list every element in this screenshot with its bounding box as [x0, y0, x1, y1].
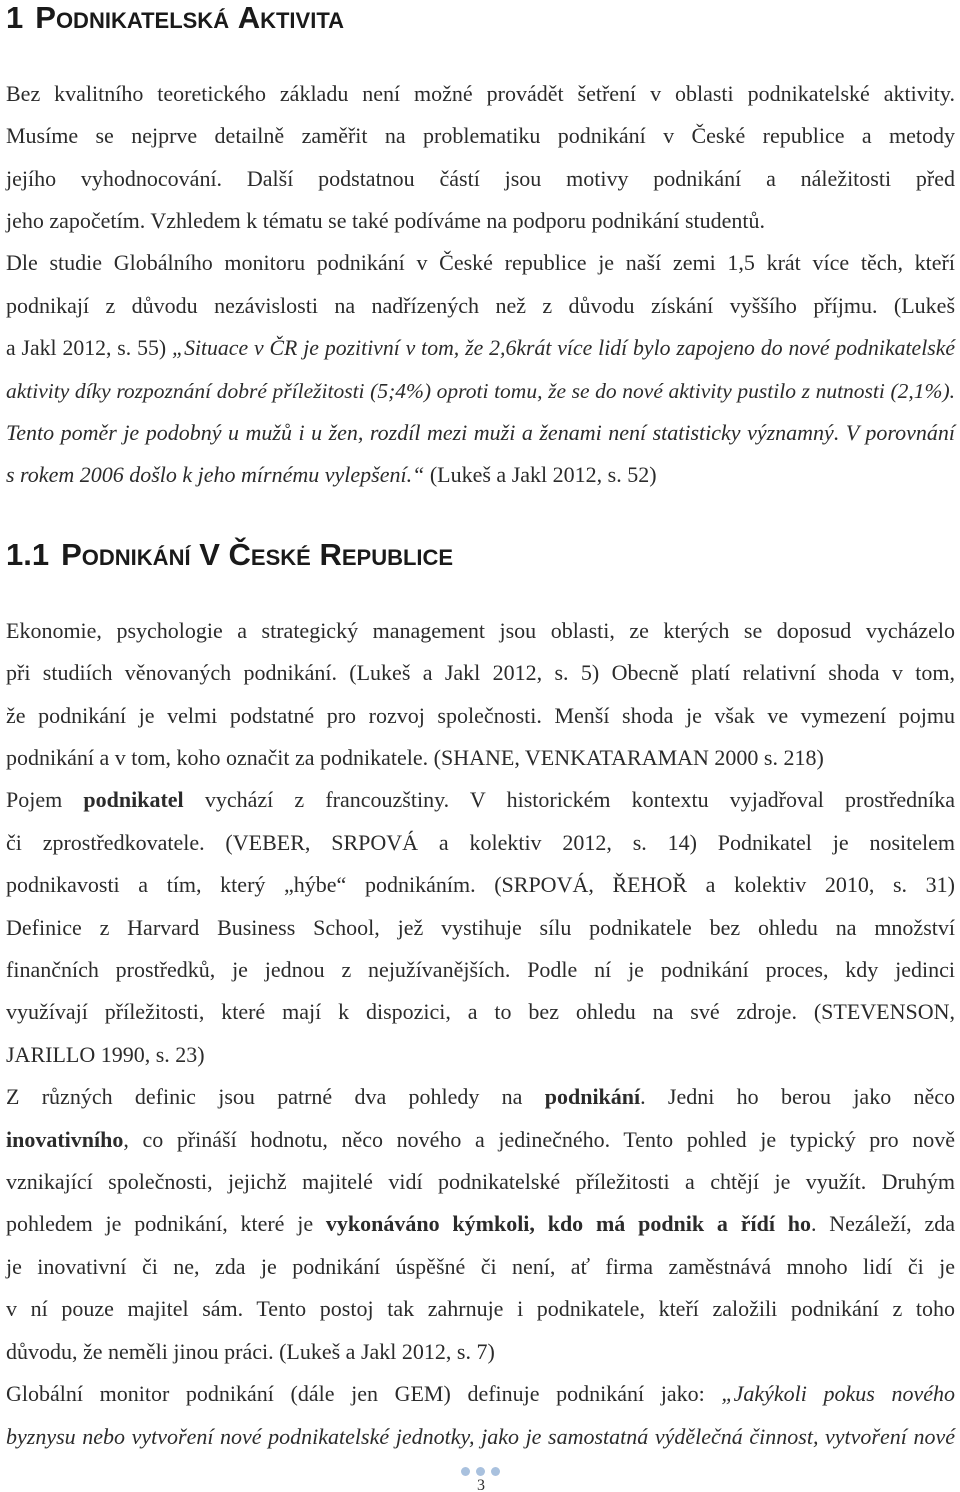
- text-run: Z různých definic jsou patrné dva pohledy na: [6, 1084, 545, 1110]
- bold-term: inovativního: [6, 1126, 124, 1152]
- paragraph-gem-study: [6, 242, 955, 496]
- text-line: [6, 695, 955, 737]
- text-run: Definice z Harvard Business School, jež vystihuje sílu podnikatele bez ohledu na množství: [6, 914, 955, 940]
- text-line: [6, 1416, 955, 1458]
- text-run: , co přináší hodnotu, něco nového a jedinečného. Tento pohled je typický pro nově: [123, 1126, 955, 1152]
- text-run: podnikání a v tom, koho označit za podnikatele. (SHANE, VENKATARAMAN 2000 s. 218): [6, 745, 824, 771]
- text-run: při studiích věnovaných podnikání. (Lukeš a Jakl 2012, s. 5) Obecně platí relativní shoda v tom,: [6, 660, 955, 686]
- text-run: JARILLO 1990, s. 23): [6, 1041, 205, 1067]
- text-run: Dle studie Globálního monitoru podnikání v České republice je naší zemi 1,5 krát více těch, kteří: [6, 250, 955, 276]
- text-run: a Jakl 2012, s. 55): [6, 336, 172, 361]
- text-run: využívají příležitosti, které mají k dispozici, a to bez ohledu na své zdroje. (STEVENSON,: [6, 999, 955, 1025]
- paragraph-gem-definition: [6, 1373, 955, 1458]
- page-number: 3: [477, 1477, 485, 1492]
- text-run: jejího vyhodnocování. Další podstatnou částí jsou motivy podnikání a náležitosti před: [6, 165, 955, 191]
- text-run: podnikají z důvodu nezávislosti na nadřízených než z důvodu získání vyššího příjmu. (Lukeš: [6, 292, 955, 318]
- chapter-body: [6, 73, 955, 497]
- section-title-word: podnikání: [61, 537, 191, 572]
- text-run: pohledem je podnikání, které je: [6, 1211, 326, 1237]
- italic-quote-text: s rokem 2006 došlo k jeho mírnému vylepšení.“: [6, 462, 425, 488]
- text-line: [6, 1246, 955, 1288]
- text-line: [6, 200, 955, 242]
- text-run: Bez kvalitního teoretického základu není možné provádět šetření v oblasti podnikatelské aktivity.: [6, 80, 955, 106]
- text-run: Globální monitor podnikání (dále jen GEM) definuje podnikání jako:: [6, 1381, 722, 1407]
- text-run: vznikající společnosti, jejichž majitelé vidí podnikatelské příležitosti a chtějí je využít. Druhým: [6, 1169, 955, 1195]
- text-run: finančních prostředků, je jednou z nejužívanějších. Podle ní je podnikání proces, kdy jedinci: [6, 957, 955, 983]
- chapter-number: 1: [6, 0, 24, 35]
- text-line: [6, 115, 955, 157]
- section-title-word: v: [199, 537, 220, 572]
- text-line: [6, 1331, 955, 1373]
- text-line: [6, 158, 955, 200]
- text-run: . Nezáleží, zda: [810, 1211, 955, 1237]
- paragraph-intro: [6, 73, 955, 243]
- text-line: [6, 1034, 955, 1076]
- text-line: [6, 242, 955, 284]
- chapter-heading: [6, 0, 344, 36]
- italic-quote-text: „Jakýkoli pokus nového: [721, 1381, 955, 1407]
- text-line: [6, 73, 955, 115]
- text-line: [6, 779, 955, 821]
- text-run: či zprostředkovatele. (VEBER, SRPOVÁ a kolektiv 2012, s. 14) Podnikatel je nositelem: [6, 829, 955, 855]
- paragraph-research-fields: [6, 610, 955, 780]
- text-run: v ní pouze majitel sám. Tento postoj tak zahrnuje i podnikatele, kteří založili podnikání z toho: [6, 1296, 955, 1322]
- text-line: [6, 610, 955, 652]
- text-run: Ekonomie, psychologie a strategický management jsou oblasti, ze kterých se doposud vycházelo: [6, 617, 955, 643]
- chapter-title-word: aktivita: [237, 0, 345, 35]
- italic-quote-text: byznysu nebo vytvoření nové podnikatelské jednotky, jako je samostatná výdělečná činnost, vytvoření nové: [6, 1423, 955, 1449]
- dot-icon: [491, 1467, 500, 1476]
- text-line: [6, 1203, 955, 1245]
- text-run: Pojem: [6, 787, 84, 813]
- text-run: jeho započetím. Vzhledem k tématu se také podíváme na podporu podnikání studentů.: [6, 208, 765, 234]
- text-run: podnikavosti a tím, který „hýbe“ podnikáním. (SRPOVÁ, ŘEHOŘ a kolektiv 2010, s. 31): [6, 872, 955, 898]
- dot-icon: [476, 1467, 485, 1476]
- text-run: . Jedni ho berou jako něco: [640, 1084, 956, 1110]
- text-run: důvodu, že neměli jinou práci. (Lukeš a Jakl 2012, s. 7): [6, 1338, 495, 1364]
- text-line: [6, 737, 955, 779]
- italic-quote-text: aktivity díky rozpoznání dobré příležitosti (5;4%) oproti tomu, že se do nové aktivity pustilo z nutnosti (2,1%).: [6, 378, 955, 403]
- section-title-word: republice: [319, 537, 454, 572]
- section-body: [6, 610, 955, 1458]
- paragraph-entrepreneur-term: [6, 779, 955, 1076]
- italic-quote-text: Tento poměr je podobný u mužů i u žen, rozdíl mezi muži a ženami není statisticky významný. V porovnání: [6, 420, 955, 446]
- text-line: [6, 370, 955, 412]
- text-line: [6, 991, 955, 1033]
- chapter-title-word: podnikatelská: [35, 0, 230, 35]
- text-run: je inovativní či ne, zda je podnikání úspěšné či není, ať firma zaměstnává mnoho lidí či je: [6, 1253, 955, 1279]
- dot-icon: [461, 1467, 470, 1476]
- text-line: [6, 1288, 955, 1330]
- section-number: 1.1: [6, 537, 50, 572]
- text-line: [6, 454, 955, 496]
- text-run: že podnikání je velmi podstatné pro rozvoj společnosti. Menší shoda je však ve vymezení pojmu: [6, 702, 955, 728]
- text-line: [6, 327, 955, 369]
- bold-term: podnikatel: [83, 787, 184, 813]
- section-title-word: české: [228, 537, 311, 572]
- text-line: [6, 822, 955, 864]
- bold-term: vykonáváno kýmkoli, kdo má podnik a řídí ho: [325, 1211, 811, 1237]
- text-line: [6, 907, 955, 949]
- text-line: [6, 1161, 955, 1203]
- text-run: Musíme se nejprve detailně zaměřit na problematiku podnikání v České republice a metody: [6, 123, 955, 149]
- page-dots-decoration: [461, 1467, 501, 1477]
- text-line: [6, 864, 955, 906]
- text-line: [6, 949, 955, 991]
- italic-quote-text: „Situace v ČR je pozitivní v tom, že 2,6krát více lidí bylo zapojeno do nové podnikatelské: [172, 336, 956, 361]
- text-run: vychází z francouzštiny. V historickém kontextu vyjadřoval prostředníka: [183, 787, 955, 813]
- citation: (Lukeš a Jakl 2012, s. 52): [424, 462, 657, 488]
- text-line: [6, 285, 955, 327]
- section-heading: [6, 537, 453, 573]
- paragraph-two-views: [6, 1076, 955, 1373]
- bold-term: podnikání: [544, 1084, 641, 1110]
- text-line: [6, 1373, 955, 1415]
- text-line: [6, 412, 955, 454]
- text-line: [6, 1119, 955, 1161]
- text-line: [6, 652, 955, 694]
- text-line: [6, 1076, 955, 1118]
